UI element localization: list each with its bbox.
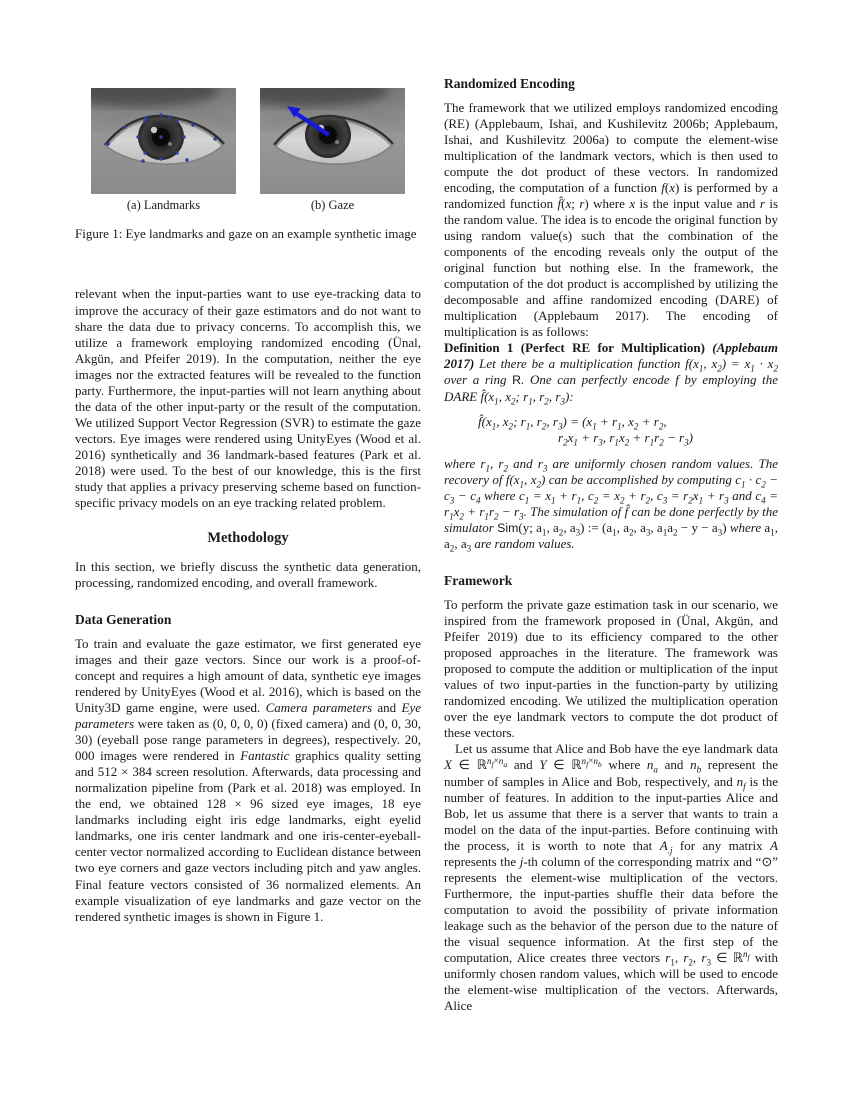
equation-line-2: $r_2x_1 + r_3$, $r_1x_2 + r_1r_2 - r_3$) bbox=[558, 429, 693, 448]
heading-methodology: Methodology bbox=[207, 530, 289, 547]
heading-data-generation: Data Generation bbox=[75, 612, 172, 628]
paragraph-privacy-intro: relevant when the input-parties want to use eye-tracking data to improve the accuracy of their gaze estimators and do not want to share the data due to privacy concerns. To accomplish this, we utilize a framework employing randomized encoding (Ünal, Akgün, and Pfeifer 2019). In the computation, neither the eye images nor the extracted features will be revealed to the function party. Furthermore, the input-parties will not learn anything about the data of the other input-party or the result of the computation. We utilized Support Vector Regression (SVR) to estimate the gaze vectors. Eye images were rendered using UnityEyes (Wood et al. 2016) synthetically and 36 landmark-based features (Park et al. 2018) were used. To the best of our knowledge, this is the first study that applies a privacy preserving scheme based on function-specific privacy models on an eye tracking related problem. bbox=[75, 286, 421, 511]
left-column bbox=[75, 76, 421, 1014]
heading-randomized-encoding: Randomized Encoding bbox=[444, 76, 575, 91]
eye-image-gaze bbox=[260, 88, 405, 194]
equation-dare bbox=[444, 414, 778, 446]
right-column bbox=[444, 76, 778, 1014]
paragraph-framework-1: To perform the private gaze estimation task in our scenario, we inspired from the framework proposed in (Ünal, Akgün, and Pfeifer 2019) due to its efficiency compared to the other proposed approaches in the literature. The framework was proposed to compute the addition or multiplication of the input values of two input-parties in the function-party by utilizing randomized encoding. We utilized the multiplication operation over the eye landmark vectors to compute the dot product of these vectors. bbox=[444, 596, 778, 741]
figure-1-caption: Figure 1: Eye landmarks and gaze on an example synthetic image bbox=[75, 226, 417, 242]
paragraph-randomized-encoding: The framework that we utilized employs randomized encoding (RE) (Applebaum, Ishai, and Kushilevitz 2006b; Applebaum, Ishai, and Kushilevitz 2006a) to compute the element-wise multiplication of the landmark vectors, which is then used to compute the dot product of these vectors. In randomized encoding, the computation of a function f(x) is performed by a randomized function f̂(x; r) where x is the input value and r is the random value. The idea is to encode the original function by using random value(s) such that the combination of the components of the encoding reveals only the output of the original function but nothing else. In the framework, the computation of the dot product is accomplished by utilizing the decomposable and affine randomized encoding (DARE) of multiplication (Applebaum 2017). The encoding of multiplication is as follows: bbox=[444, 99, 778, 340]
figure-1 bbox=[75, 88, 421, 242]
subfigure-b-label: (b) Gaze bbox=[310, 198, 355, 212]
paragraph-data-generation: To train and evaluate the gaze estimator, we first generated eye images and their gaze vectors. Since our work is a proof-of-concept and requires a high amount of data, synthetic eye images rendered by UnityEyes (Wood et al. 2016), which is based on the Unity3D game engine, were used. Camera parameters and Eye parameters were taken as (0, 0, 0, 0) (fixed camera) and (0, 0, 30, 30) (eyeball pose range parameters in degrees), respectively. 20, 000 images were rendered in Fantastic graphics quality setting and 512 × 384 screen resolution. Afterwards, data processing and normalization pipeline from (Park et al. 2018) was employed. In the end, we obtained 128 × 96 sized eye images, 18 eye landmarks including eight iris edge landmarks, eight eyelid landmarks, one iris center landmark and one iris-center-eyeball-center vector normalized according to Euclidean distance between two eye corners and gaze vectors including pitch and yaw angles. Final feature vectors consisted of 36 normalized elements. An example visualization of eye landmarks and gaze vector on the rendered synthetic images is shown in Figure 1. bbox=[75, 635, 422, 924]
subfigure-landmarks bbox=[91, 88, 236, 213]
equation-line-1: $f̂(x_1$, $x_2$; $r_1$, $r_2$, $r_3) = (x_1 + r_1$, $x_2 + r_2$, bbox=[478, 413, 667, 432]
paragraph-framework-2: Let us assume that Alice and Bob have the eye landmark data X ∈ ℝ$^{n_f\times n_a}$ and Y ∈ ℝ$^{n_f\times n_b}$ where $n_a$ and $n_b$ represent the number of samples in Alice and Bob, respectively, and $n_f$ is the number of features. In addition to the input-parties Alice and Bob, let us assume that there is a server that wants to train a model on the data of the input-parties. Before continuing with the process, it is worth to note that $A_{.j}$ for any matrix A represents the j-th column of the corresponding matrix and “⊙” represents the element-wise multiplication of the vectors. Furthermore, the input-parties shuffle their data before the computation to avoid the possibility of private information leakage such as the behavior of the person due to the nature of the visual sequence information. At the first step of the computation, Alice creates three vectors $r_1$, $r_2$, $r_3$ ∈ ℝ$^{n_f}$ with uniformly chosen random values, which will be used to encode the element-wise multiplication of the vectors. Afterwards, Alice bbox=[444, 741, 779, 1014]
paragraph-definition-continuation: where $r_1$, $r_2$ and $r_3$ are uniformly chosen random values. The recovery of $f(x_1$, $x_2$) can be accomplished by computing $c_1 \cdot c_2 - c_3 - c_4$ where $c_1 = x_1 + r_1$, $c_2 = x_2 + r_2$, $c_3 = r_2x_1 + r_3$ and $c_4 = r_1x_2 + r_1r_2 - r_3$. The simulation of f̂ can be done perfectly by the simulator Sim(y; $a_1$, $a_2$, $a_3$) := ($a_1$, $a_2$, $a_3$, $a_1a_2 - y - a_3$) where $a_1$, $a_2$, $a_3$ are random values. bbox=[444, 455, 779, 554]
eye-image-landmarks bbox=[91, 88, 236, 194]
figure-1-images bbox=[75, 88, 421, 213]
subfigure-gaze bbox=[260, 88, 405, 213]
subfigure-a-label: (a) Landmarks bbox=[126, 198, 201, 212]
paragraph-methodology-intro: In this section, we briefly discuss the synthetic data generation, processing, randomized encoding, and overall framework. bbox=[75, 559, 421, 591]
heading-framework: Framework bbox=[444, 573, 513, 589]
definition-1: Definition 1 (Perfect RE for Multiplication) (Applebaum 2017) Let there be a multiplication function $f(x_1$, $x_2) = x_1 \cdot x_2$ over a ring R. One can perfectly encode f by employing the DARE $f̂(x_1$, $x_2$; $r_1$, $r_2$, $r_3$): bbox=[444, 340, 778, 407]
